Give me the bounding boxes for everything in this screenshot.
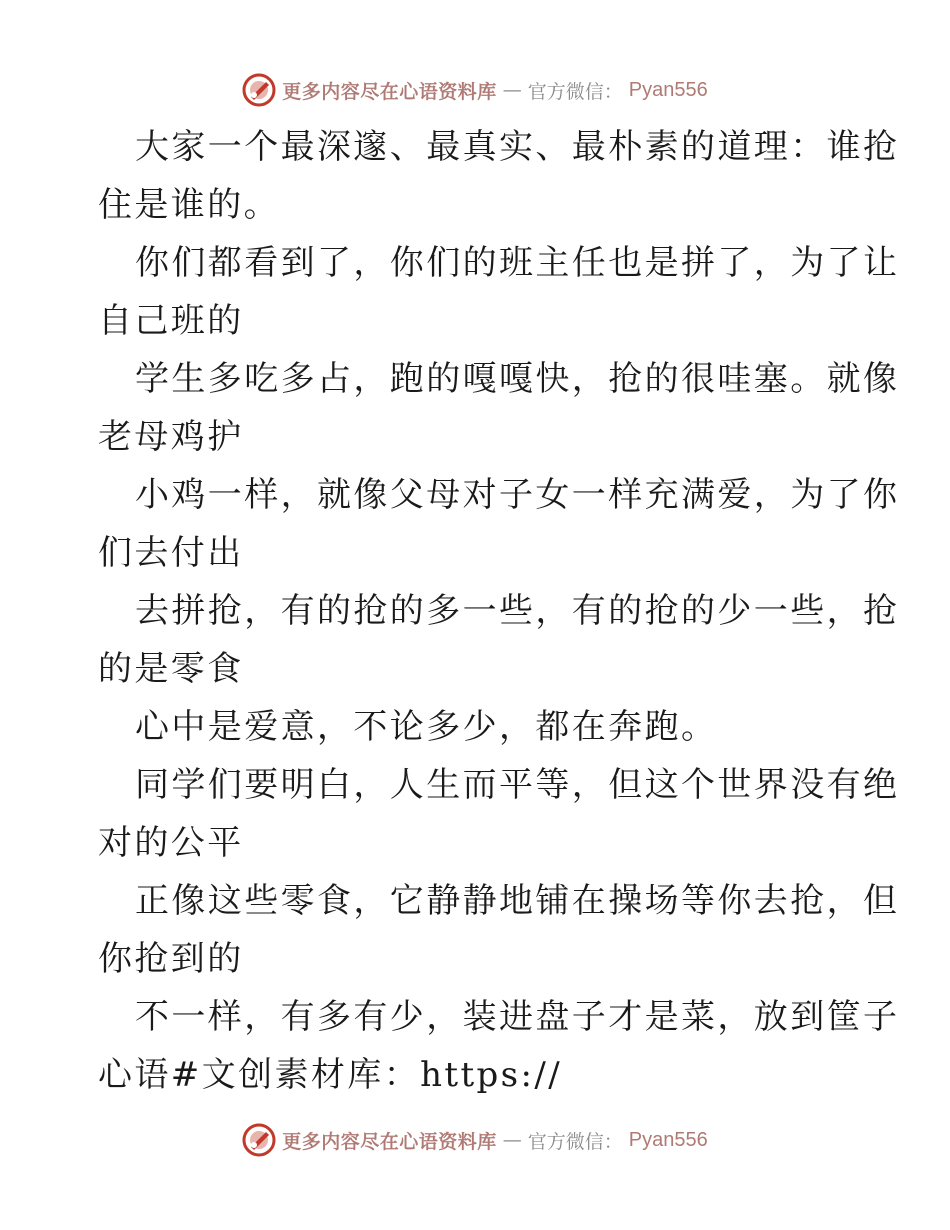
paragraph-line: 自己班的	[98, 301, 244, 341]
footer-wechat-id: Pyan556	[628, 1128, 708, 1151]
paragraph-line: 大家一个最深邃、最真实、最朴素的道理：谁抢	[135, 127, 900, 167]
paragraph-line: 的是零食	[98, 649, 244, 689]
paragraph-line: 老母鸡护	[98, 417, 244, 457]
header-wechat-label: 官方微信：	[527, 80, 623, 103]
paragraph-line: 同学们要明白，人生而平等，但这个世界没有绝	[135, 765, 900, 805]
paragraph-line: 不一样，有多有少，装进盘子才是菜，放到筐子	[135, 997, 900, 1037]
paragraph-line: 心语#文创素材库：https://	[98, 1055, 563, 1095]
paragraph-line: 你们都看到了，你们的班主任也是拼了，为了让	[135, 243, 900, 283]
paragraph-line: 小鸡一样，就像父母对子女一样充满爱，为了你	[135, 475, 900, 515]
paragraph-line: 学生多吃多占，跑的嘎嘎快，抢的很哇塞。就像	[135, 359, 900, 399]
footer-wechat-label: 官方微信：	[527, 1130, 623, 1153]
paragraph-line: 去拼抢，有的抢的多一些，有的抢的少一些，抢	[135, 591, 900, 631]
footer-title: 更多内容尽在心语资料库	[282, 1130, 497, 1153]
paragraph-line: 们去付出	[98, 533, 244, 573]
paragraph-line: 你抢到的	[98, 939, 244, 979]
header-wechat-id: Pyan556	[628, 78, 708, 101]
footer-banner	[0, 1120, 950, 1160]
paragraph-line: 住是谁的。	[98, 185, 280, 225]
paragraph-line: 心中是爱意，不论多少，都在奔跑。	[135, 707, 718, 747]
header-title: 更多内容尽在心语资料库	[282, 80, 497, 103]
paragraph-line: 正像这些零食，它静静地铺在操场等你去抢，但	[135, 881, 900, 921]
footer-separator: —	[502, 1129, 522, 1151]
brand-logo-icon	[242, 1123, 276, 1157]
header-separator: —	[502, 79, 522, 101]
paragraph-line: 对的公平	[98, 823, 244, 863]
document-body	[98, 118, 900, 1104]
header-banner	[0, 70, 950, 110]
brand-logo-icon	[242, 73, 276, 107]
